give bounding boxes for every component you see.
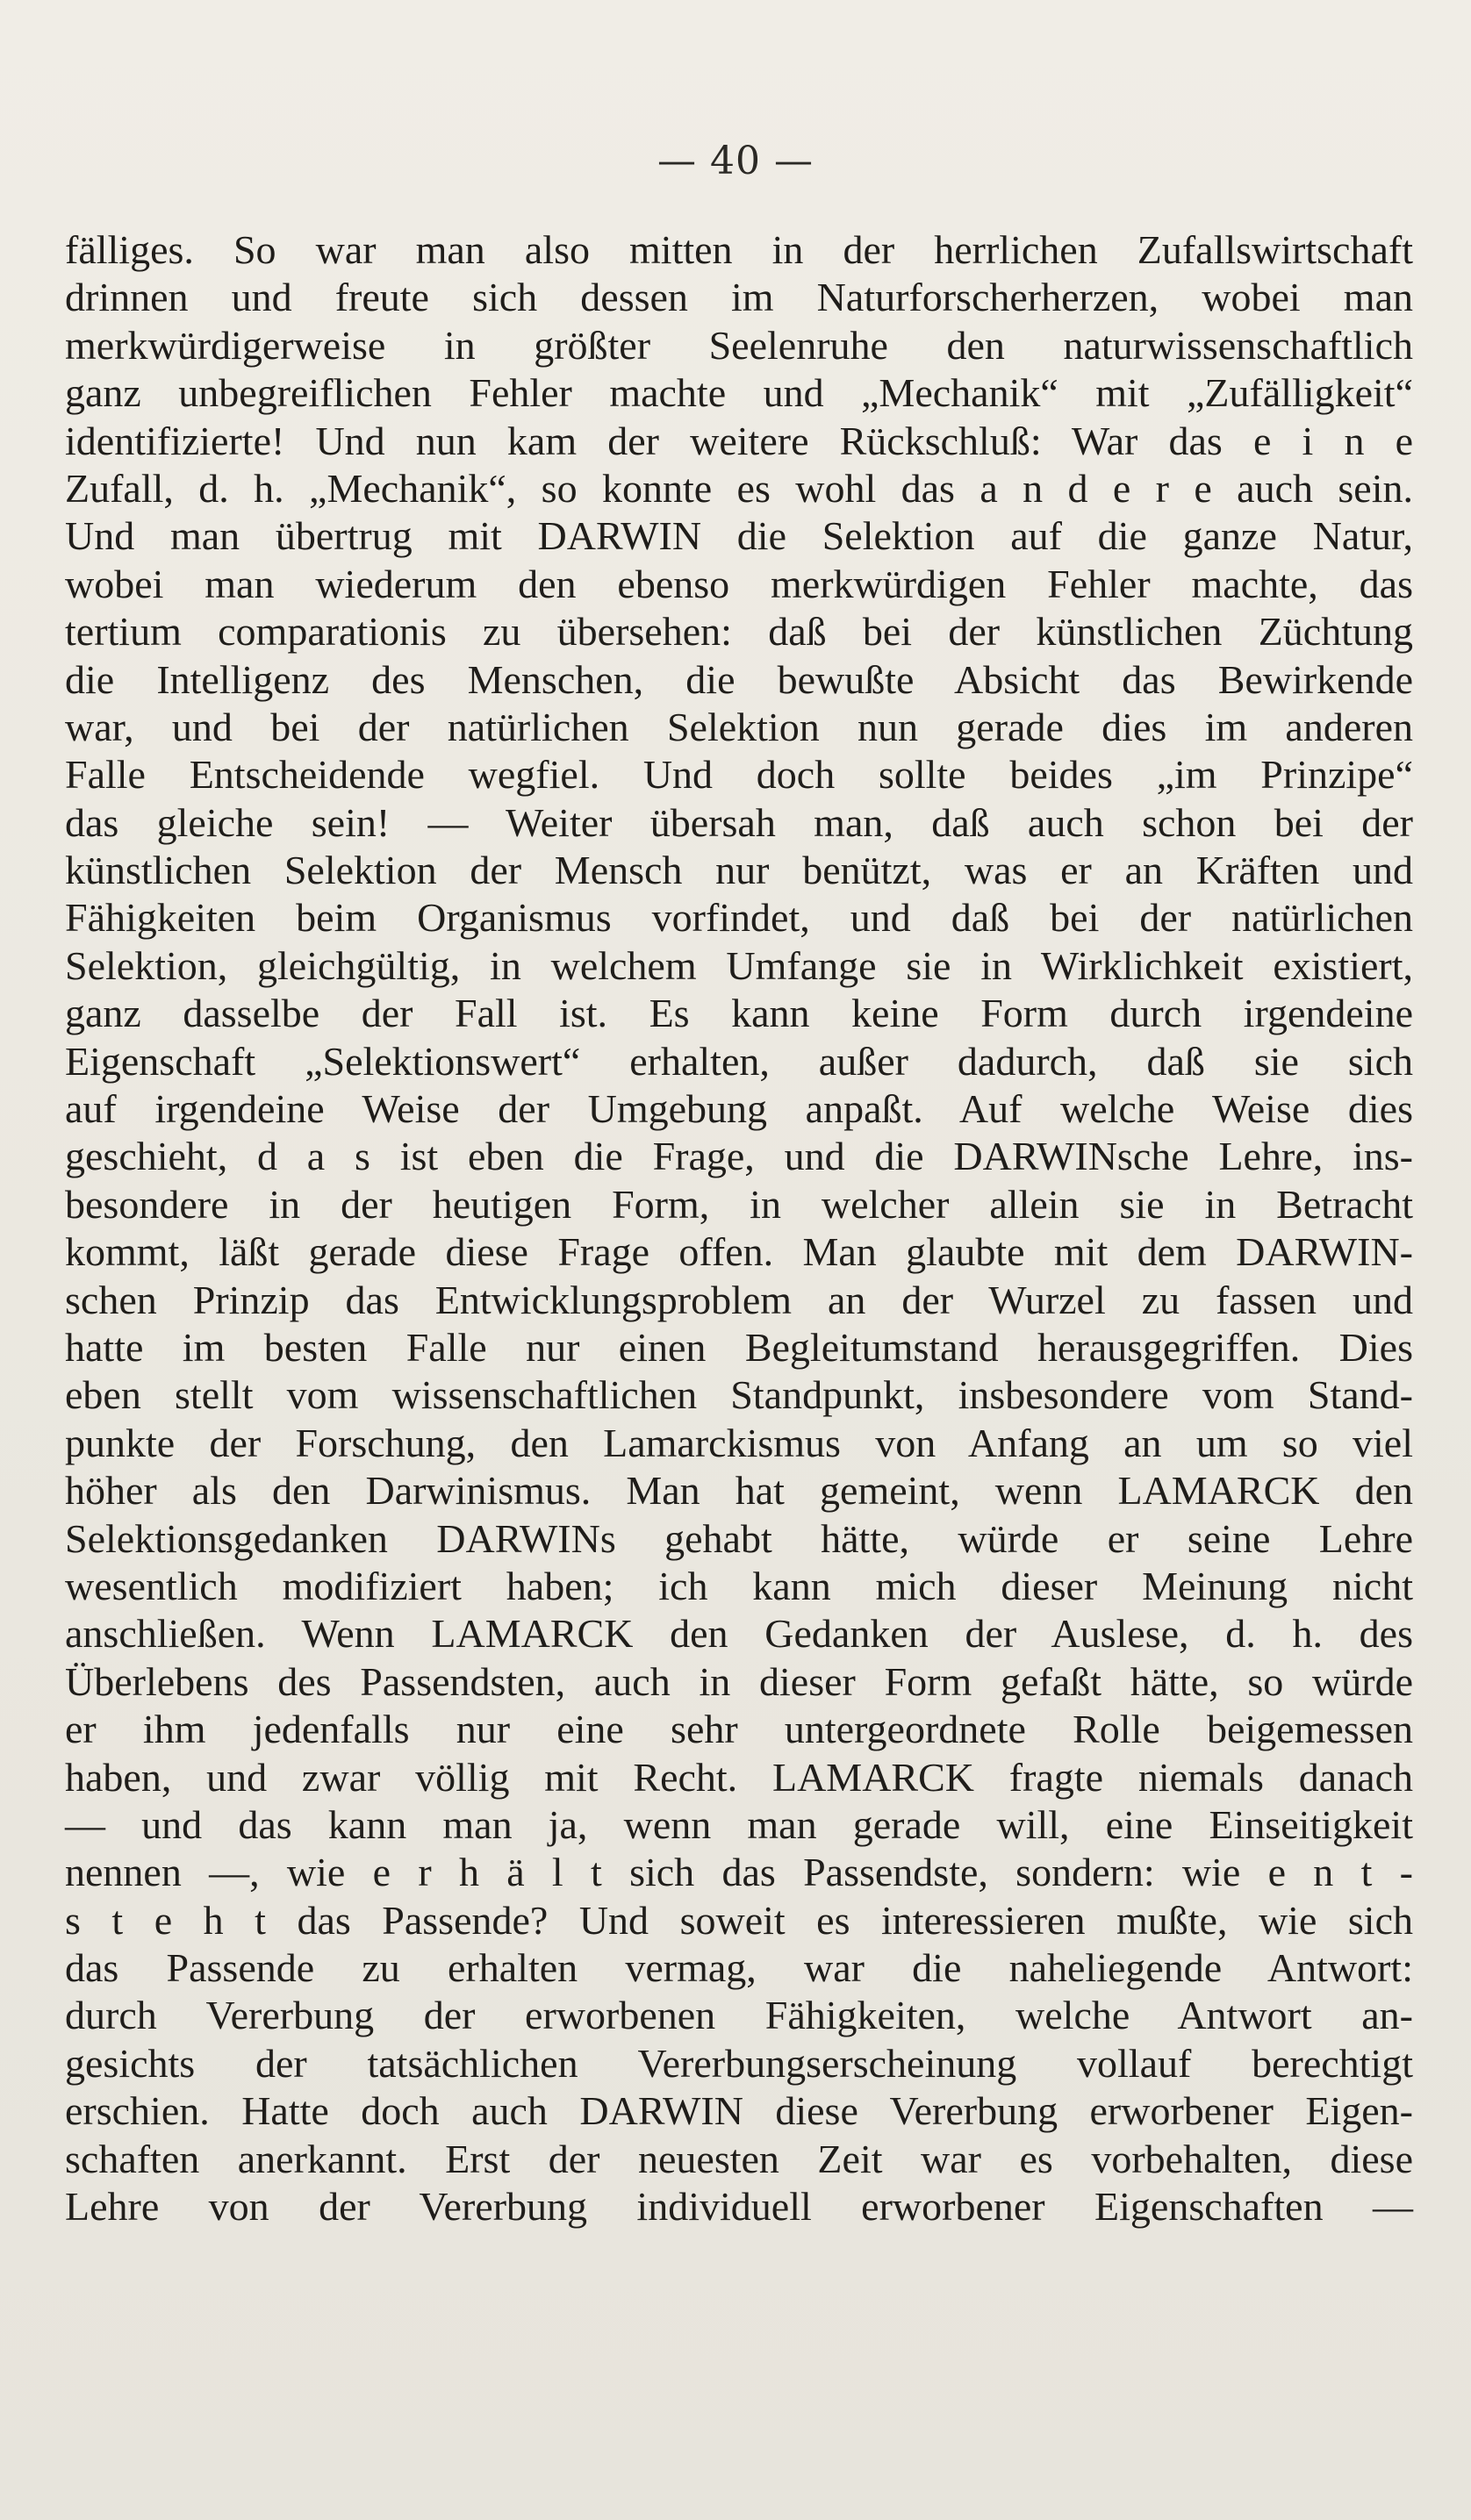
text-line: ganz dasselbe der Fall ist. Es kann keine Form durch irgendeine xyxy=(65,991,1413,1036)
body-text xyxy=(65,226,1413,2230)
text-line: tertium comparationis zu übersehen: daß bei der künstlichen Züchtung xyxy=(65,609,1413,655)
text-line: Selektionsgedanken DARWINs gehabt hätte, würde er seine Lehre xyxy=(65,1515,1413,1561)
text-line: punkte der Forschung, den Lamarckismus von Anfang an um so viel xyxy=(65,1420,1413,1465)
text-line: geschieht, d a s ist eben die Frage, und die DARWINsche Lehre, ins- xyxy=(65,1134,1413,1179)
text-line: — und das kann man ja, wenn man gerade will, eine Einseitigkeit xyxy=(65,1801,1413,1847)
text-line: die Intelligenz des Menschen, die bewußte Absicht das Bewirkende xyxy=(65,656,1413,702)
text-line: besondere in der heutigen Form, in welcher allein sie in Betracht xyxy=(65,1181,1413,1227)
text-line: war, und bei der natürlichen Selektion nun gerade dies im anderen xyxy=(65,704,1413,749)
text-line: nennen —, wie e r h ä l t sich das Passendste, sondern: wie e n t - xyxy=(65,1850,1413,1895)
text-line: Lehre von der Vererbung individuell erworbener Eigenschaften — xyxy=(65,2184,1413,2230)
text-line: wobei man wiederum den ebenso merkwürdigen Fehler machte, das xyxy=(65,561,1413,606)
text-line: Falle Entscheidende wegfiel. Und doch sollte beides „im Prinzipe“ xyxy=(65,752,1413,798)
text-line: anschließen. Wenn LAMARCK den Gedanken der Auslese, d. h. des xyxy=(65,1611,1413,1657)
text-line: durch Vererbung der erworbenen Fähigkeiten, welche Antwort an- xyxy=(65,1993,1413,2038)
text-line: kommt, läßt gerade diese Frage offen. Man glaubte mit dem DARWIN- xyxy=(65,1229,1413,1275)
text-line: Eigenschaft „Selektionswert“ erhalten, außer dadurch, daß sie sich xyxy=(65,1038,1413,1084)
text-line: Selektion, gleichgültig, in welchem Umfange sie in Wirklichkeit existiert, xyxy=(65,942,1413,988)
text-line: das gleiche sein! — Weiter übersah man, daß auch schon bei der xyxy=(65,799,1413,845)
text-line: er ihm jedenfalls nur eine sehr untergeordnete Rolle beigemessen xyxy=(65,1707,1413,1752)
text-line: fälliges. So war man also mitten in der herrlichen Zufallswirtschaft xyxy=(65,227,1413,272)
text-line: gesichts der tatsächlichen Vererbungserscheinung vollauf berechtigt xyxy=(65,2040,1413,2086)
text-line: eben stellt vom wissenschaftlichen Standpunkt, insbesondere vom Stand- xyxy=(65,1372,1413,1418)
text-line: höher als den Darwinismus. Man hat gemeint, wenn LAMARCK den xyxy=(65,1468,1413,1514)
text-line: Überlebens des Passendsten, auch in dieser Form gefaßt hätte, so würde xyxy=(65,1658,1413,1704)
text-line: drinnen und freute sich dessen im Naturforscherherzen, wobei man xyxy=(65,275,1413,320)
text-line: erschien. Hatte doch auch DARWIN diese Vererbung erworbener Eigen- xyxy=(65,2088,1413,2134)
text-line: auf irgendeine Weise der Umgebung anpaßt. Auf welche Weise dies xyxy=(65,1086,1413,1132)
text-line: hatte im besten Falle nur einen Begleitumstand herausgegriffen. Dies xyxy=(65,1324,1413,1370)
text-line: das Passende zu erhalten vermag, war die naheliegende Antwort: xyxy=(65,1945,1413,1991)
text-line: schen Prinzip das Entwicklungsproblem an der Wurzel zu fassen und xyxy=(65,1277,1413,1322)
page-number: — 40 — xyxy=(657,139,814,183)
text-line: identifizierte! Und nun kam der weitere Rückschluß: War das e i n e xyxy=(65,418,1413,463)
text-line: Und man übertrug mit DARWIN die Selektion auf die ganze Natur, xyxy=(65,513,1413,559)
text-line: Fähigkeiten beim Organismus vorfindet, und daß bei der natürlichen xyxy=(65,895,1413,941)
text-line: merkwürdigerweise in größter Seelenruhe den naturwissenschaftlich xyxy=(65,322,1413,368)
text-line: wesentlich modifiziert haben; ich kann mich dieser Meinung nicht xyxy=(65,1563,1413,1608)
text-line: s t e h t das Passende? Und soweit es interessieren mußte, wie sich xyxy=(65,1897,1413,1943)
text-line: künstlichen Selektion der Mensch nur benützt, was er an Kräften und xyxy=(65,848,1413,893)
text-line: haben, und zwar völlig mit Recht. LAMARCK fragte niemals danach xyxy=(65,1754,1413,1800)
text-line: schaften anerkannt. Erst der neuesten Zeit war es vorbehalten, diese xyxy=(65,2136,1413,2181)
text-line: Zufall, d. h. „Mechanik“, so konnte es wohl das a n d e r e auch sein. xyxy=(65,465,1413,511)
text-line: ganz unbegreiflichen Fehler machte und „Mechanik“ mit „Zufälligkeit“ xyxy=(65,370,1413,416)
